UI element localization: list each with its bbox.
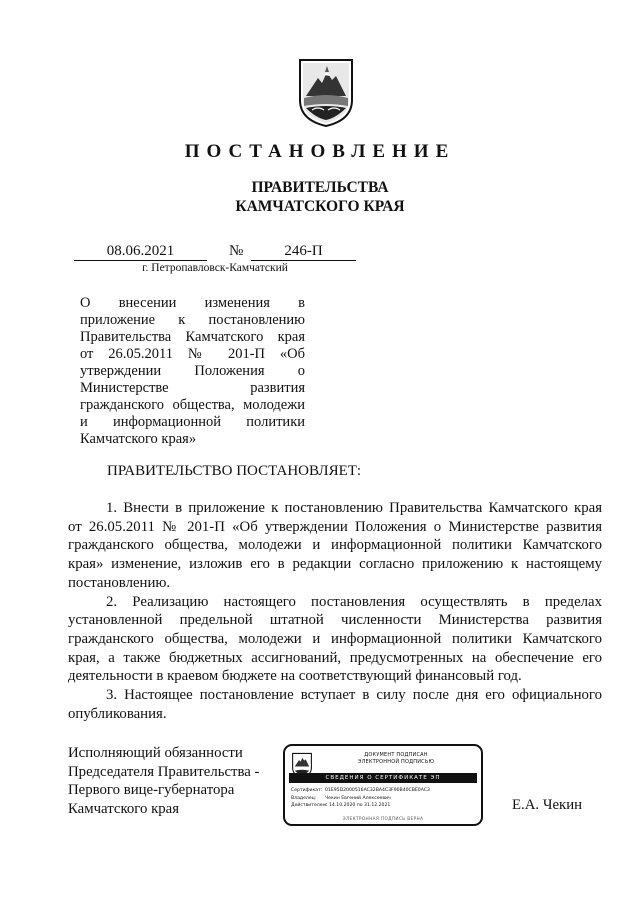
document-type: ПОСТАНОВЛЕНИЕ: [184, 141, 456, 162]
date-number-line: [74, 242, 356, 262]
issuer: [0, 178, 640, 216]
document-date: 08.06.2021: [74, 242, 207, 261]
stamp-footer: ЭЛЕКТРОННАЯ ПОДПИСЬ ВЕРНА: [342, 816, 424, 821]
stamp-certificate-bar: СВЕДЕНИЯ О СЕРТИФИКАТЕ ЭП: [289, 773, 477, 783]
stamp-key: Действителен:: [291, 803, 328, 808]
body-line: деятельности в краевом бюджете на соответствующий финансовый год.: [68, 668, 522, 685]
city: г. Петропавловск-Камчатский: [142, 262, 288, 274]
issuer-line: КАМЧАТСКОГО КРАЯ: [235, 198, 405, 215]
document-subject: [80, 295, 305, 448]
stamp-key: Сертификат:: [291, 788, 323, 793]
subject-line: гражданского общества, молодежи: [80, 397, 305, 413]
subject-line: Министерстве развития: [80, 380, 305, 396]
body-line: края, а также бюджетных ассигнований, предусмотренных на обеспечение его: [68, 649, 602, 666]
position-line: Первого вице-губернатора: [68, 782, 235, 799]
document-body: [68, 499, 602, 723]
body-line: гражданского общества, молодежи и информационной политики Камчатского: [68, 630, 602, 647]
subject-line: Правительства Камчатского края: [80, 329, 305, 345]
subject-line: О внесении изменения в: [80, 295, 305, 311]
body-line: края» изменение, изложив его в редакции согласно приложению к настоящему: [68, 556, 602, 573]
document-number: 246-П: [251, 242, 356, 261]
body-line: установленной предельной штатной численности Министерства развития: [68, 612, 602, 629]
body-line: 2. Реализацию настоящего постановления осуществлять в пределах: [106, 593, 602, 610]
stamp-row: [291, 787, 477, 795]
number-sign: №: [229, 243, 244, 259]
body-line: гражданского общества, молодежи и информационной политики Камчатского: [68, 537, 602, 554]
stamp-details: [291, 787, 477, 810]
stamp-value: с 14.10.2020 по 31.12.2021: [325, 803, 391, 808]
stamp-header-line: ДОКУМЕНТ ПОДПИСАН: [364, 752, 428, 758]
stamp-header: [315, 752, 477, 766]
body-line: от 26.05.2011 № 201-П «Об утверждении Положения о Министерстве развития: [68, 518, 602, 535]
body-line: опубликования.: [68, 705, 167, 722]
body-line: 3. Настоящее постановление вступает в силу после дня его официального: [106, 687, 602, 704]
subject-line: приложение к постановлению: [80, 312, 305, 328]
stamp-key: Владелец:: [291, 795, 317, 801]
signer-name: Е.А. Чекин: [512, 797, 583, 813]
position-line: Камчатского края: [68, 800, 180, 817]
subject-line: и информационной политики: [80, 414, 305, 430]
subject-line: утверждении Положения о: [80, 363, 305, 379]
electronic-signature-stamp: [283, 744, 483, 826]
preamble: ПРАВИТЕЛЬСТВО ПОСТАНОВЛЯЕТ:: [107, 463, 362, 479]
subject-line: от 26.05.2011 № 201-П «Об: [80, 346, 305, 362]
stamp-row: [291, 795, 477, 803]
body-line: постановлению.: [68, 574, 171, 591]
stamp-header-line: ЭЛЕКТРОННОЙ ПОДПИСЬЮ: [357, 759, 435, 765]
subject-line: Камчатского края»: [80, 431, 197, 447]
position-line: Исполняющий обязанности: [68, 745, 243, 761]
stamp-row: [291, 802, 477, 810]
kamchatka-emblem-icon: [296, 56, 356, 128]
position-line: Председателя Правительства -: [68, 763, 260, 780]
stamp-value: Чекин Евгений Алексеевич: [325, 795, 391, 801]
issuer-line: ПРАВИТЕЛЬСТВА: [251, 179, 389, 196]
signatory-position: [68, 744, 260, 818]
body-line: 1. Внести в приложение к постановлению Правительства Камчатского края: [106, 500, 602, 516]
stamp-value: 01E95D2000516AC32BA4C3F90B40CBE0AC3: [325, 788, 430, 793]
